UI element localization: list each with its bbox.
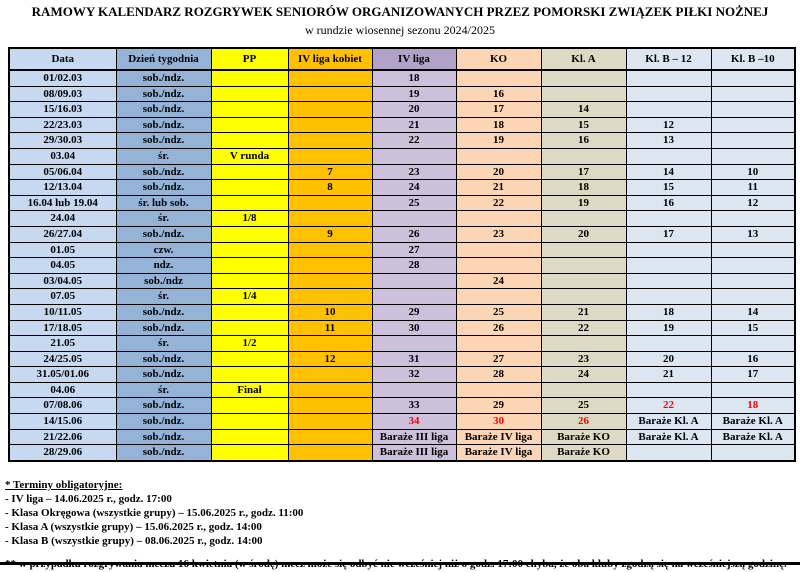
table-row xyxy=(9,164,795,180)
column-header-klb10: Kl. B –10 xyxy=(711,48,795,70)
cell-ivk: 11 xyxy=(288,320,372,336)
cell-kla: 19 xyxy=(541,195,626,211)
cell-day: sob./ndz. xyxy=(116,164,211,180)
cell-ivk xyxy=(288,211,372,227)
cell-day: sob./ndz. xyxy=(116,70,211,86)
cell-ivk xyxy=(288,367,372,383)
cell-ko xyxy=(456,242,541,258)
cell-kla xyxy=(541,273,626,289)
cell-data: 01/02.03 xyxy=(9,70,116,86)
column-header-pp: PP xyxy=(211,48,288,70)
notes-section xyxy=(5,478,800,548)
cell-ko: Baraże IV liga xyxy=(456,429,541,445)
cell-data: 31.05/01.06 xyxy=(9,367,116,383)
cell-iv: 28 xyxy=(372,258,456,274)
table-row xyxy=(9,382,795,398)
table-header-row xyxy=(9,48,795,70)
cell-iv: 29 xyxy=(372,304,456,320)
cell-klb10 xyxy=(711,273,795,289)
cell-data: 24/25.05 xyxy=(9,351,116,367)
cell-pp: 1/8 xyxy=(211,211,288,227)
cell-iv: 23 xyxy=(372,164,456,180)
cell-kla: 15 xyxy=(541,117,626,133)
cell-ko: 18 xyxy=(456,117,541,133)
cell-pp xyxy=(211,429,288,445)
cell-ivk xyxy=(288,382,372,398)
notes-heading: * Terminy obligatoryjne: xyxy=(5,478,123,491)
cell-klb10: 17 xyxy=(711,367,795,383)
note-item: - Klasa Okręgowa (wszystkie grupy) – 15.06.2025 r., godz. 11:00 xyxy=(5,506,304,519)
cell-pp xyxy=(211,102,288,118)
cell-iv: 34 xyxy=(372,414,456,430)
cell-day: śr. xyxy=(116,289,211,305)
table-row xyxy=(9,195,795,211)
cell-iv: 33 xyxy=(372,398,456,414)
cell-klb12: 22 xyxy=(626,398,711,414)
table-row xyxy=(9,336,795,352)
cell-day: sob./ndz. xyxy=(116,429,211,445)
cell-data: 24.04 xyxy=(9,211,116,227)
cell-kla: 14 xyxy=(541,102,626,118)
cell-ivk: 12 xyxy=(288,351,372,367)
cell-data: 04.06 xyxy=(9,382,116,398)
cell-klb10 xyxy=(711,86,795,102)
table-row xyxy=(9,148,795,164)
table-row xyxy=(9,289,795,305)
cell-data: 14/15.06 xyxy=(9,414,116,430)
cell-pp xyxy=(211,304,288,320)
cell-klb10 xyxy=(711,336,795,352)
cell-ko: 28 xyxy=(456,367,541,383)
cell-kla: 18 xyxy=(541,180,626,196)
cell-klb10: 14 xyxy=(711,304,795,320)
cell-day: śr. lub sob. xyxy=(116,195,211,211)
cell-kla xyxy=(541,211,626,227)
note-item: - IV liga – 14.06.2025 r., godz. 17:00 xyxy=(5,492,172,505)
cell-klb12 xyxy=(626,445,711,461)
cell-klb10 xyxy=(711,70,795,86)
cell-ko xyxy=(456,148,541,164)
cell-klb12 xyxy=(626,211,711,227)
cell-pp xyxy=(211,133,288,149)
cell-day: sob./ndz. xyxy=(116,86,211,102)
cell-iv: 26 xyxy=(372,226,456,242)
column-header-data: Data xyxy=(9,48,116,70)
cell-pp xyxy=(211,351,288,367)
cell-klb12: 13 xyxy=(626,133,711,149)
cell-ko xyxy=(456,70,541,86)
cell-klb12: 21 xyxy=(626,367,711,383)
cell-iv xyxy=(372,382,456,398)
cell-klb10: 18 xyxy=(711,398,795,414)
table-row xyxy=(9,86,795,102)
cell-data: 07/08.06 xyxy=(9,398,116,414)
cell-klb12: 15 xyxy=(626,180,711,196)
cell-klb10 xyxy=(711,148,795,164)
cell-ko xyxy=(456,258,541,274)
cell-iv: 18 xyxy=(372,70,456,86)
cell-day: sob./ndz. xyxy=(116,398,211,414)
cell-day: sob./ndz. xyxy=(116,102,211,118)
cell-iv: 19 xyxy=(372,86,456,102)
cell-iv xyxy=(372,336,456,352)
cell-klb10 xyxy=(711,289,795,305)
cell-klb12 xyxy=(626,86,711,102)
cell-data: 07.05 xyxy=(9,289,116,305)
table-row xyxy=(9,70,795,86)
cell-klb12 xyxy=(626,289,711,305)
cell-klb12 xyxy=(626,148,711,164)
cell-ko: 19 xyxy=(456,133,541,149)
cell-pp xyxy=(211,164,288,180)
table-row xyxy=(9,258,795,274)
cell-data: 15/16.03 xyxy=(9,102,116,118)
table-row xyxy=(9,242,795,258)
cell-pp xyxy=(211,195,288,211)
cell-data: 17/18.05 xyxy=(9,320,116,336)
cell-kla: 16 xyxy=(541,133,626,149)
table-row xyxy=(9,133,795,149)
column-header-iv: IV liga xyxy=(372,48,456,70)
cell-ivk xyxy=(288,195,372,211)
cell-kla: 24 xyxy=(541,367,626,383)
cell-iv: 32 xyxy=(372,367,456,383)
cell-data: 12/13.04 xyxy=(9,180,116,196)
cell-data: 21.05 xyxy=(9,336,116,352)
cell-klb10: 12 xyxy=(711,195,795,211)
cell-ko: 22 xyxy=(456,195,541,211)
cell-pp: 1/4 xyxy=(211,289,288,305)
cell-ko xyxy=(456,382,541,398)
notes-list xyxy=(5,492,800,548)
cell-ivk xyxy=(288,102,372,118)
cell-iv: 25 xyxy=(372,195,456,211)
cell-ivk xyxy=(288,336,372,352)
cell-ivk: 9 xyxy=(288,226,372,242)
table-row xyxy=(9,320,795,336)
cell-day: sob./ndz. xyxy=(116,320,211,336)
cell-ko: 20 xyxy=(456,164,541,180)
cell-klb10 xyxy=(711,382,795,398)
cell-ivk xyxy=(288,70,372,86)
column-header-klb12: Kl. B – 12 xyxy=(626,48,711,70)
cell-data: 21/22.06 xyxy=(9,429,116,445)
cell-data: 05/06.04 xyxy=(9,164,116,180)
cell-klb12: 17 xyxy=(626,226,711,242)
cell-data: 16.04 lub 19.04 xyxy=(9,195,116,211)
cell-klb10 xyxy=(711,102,795,118)
cell-day: sob./ndz. xyxy=(116,180,211,196)
table-row xyxy=(9,226,795,242)
cell-iv: 30 xyxy=(372,320,456,336)
cell-klb10: Baraże Kl. A xyxy=(711,429,795,445)
cell-kla xyxy=(541,289,626,305)
cell-kla: 21 xyxy=(541,304,626,320)
cell-kla xyxy=(541,382,626,398)
cell-ivk: 8 xyxy=(288,180,372,196)
cell-klb12: 12 xyxy=(626,117,711,133)
cell-ko: 24 xyxy=(456,273,541,289)
cell-klb12 xyxy=(626,273,711,289)
cell-klb10 xyxy=(711,258,795,274)
cell-ivk xyxy=(288,289,372,305)
cell-iv: 22 xyxy=(372,133,456,149)
cell-pp xyxy=(211,180,288,196)
table-row xyxy=(9,414,795,430)
cell-klb12: Baraże Kl. A xyxy=(626,414,711,430)
table-row xyxy=(9,180,795,196)
cell-ivk xyxy=(288,429,372,445)
cell-kla: 17 xyxy=(541,164,626,180)
cell-kla: 20 xyxy=(541,226,626,242)
cell-ivk xyxy=(288,398,372,414)
cell-ko: Baraże IV liga xyxy=(456,445,541,461)
cell-iv: 24 xyxy=(372,180,456,196)
cell-klb12 xyxy=(626,382,711,398)
table-row xyxy=(9,117,795,133)
cell-iv: Baraże III liga xyxy=(372,445,456,461)
cell-day: śr. xyxy=(116,382,211,398)
cell-pp: V runda xyxy=(211,148,288,164)
cell-day: czw. xyxy=(116,242,211,258)
cell-klb12 xyxy=(626,70,711,86)
note-item: - Klasa B (wszystkie grupy) – 08.06.2025 r., godz. 14:00 xyxy=(5,534,263,547)
cell-klb12 xyxy=(626,242,711,258)
cell-iv: 20 xyxy=(372,102,456,118)
cell-klb10: 11 xyxy=(711,180,795,196)
cell-klb12 xyxy=(626,258,711,274)
cell-kla: 22 xyxy=(541,320,626,336)
cell-pp xyxy=(211,320,288,336)
table-row xyxy=(9,102,795,118)
table-row xyxy=(9,211,795,227)
cell-ivk: 10 xyxy=(288,304,372,320)
cell-pp xyxy=(211,70,288,86)
cell-day: sob./ndz. xyxy=(116,133,211,149)
cell-iv xyxy=(372,273,456,289)
cell-kla xyxy=(541,336,626,352)
cell-kla: 26 xyxy=(541,414,626,430)
cell-ko: 30 xyxy=(456,414,541,430)
cell-pp: 1/2 xyxy=(211,336,288,352)
cell-day: śr. xyxy=(116,148,211,164)
cell-ko: 17 xyxy=(456,102,541,118)
cell-iv: Baraże III liga xyxy=(372,429,456,445)
cell-klb12: 16 xyxy=(626,195,711,211)
cell-iv: 21 xyxy=(372,117,456,133)
cell-klb12: Baraże Kl. A xyxy=(626,429,711,445)
cell-ivk xyxy=(288,258,372,274)
page-title: RAMOWY KALENDARZ ROZGRYWEK SENIORÓW ORGANIZOWANYCH PRZEZ POMORSKI ZWIĄZEK PIŁKI NOŻNEJ xyxy=(31,4,769,19)
cell-data: 04.05 xyxy=(9,258,116,274)
cell-iv xyxy=(372,211,456,227)
cell-day: śr. xyxy=(116,211,211,227)
table-row xyxy=(9,304,795,320)
column-header-kla: Kl. A xyxy=(541,48,626,70)
cell-ko: 23 xyxy=(456,226,541,242)
cell-ko xyxy=(456,336,541,352)
cell-data: 08/09.03 xyxy=(9,86,116,102)
cell-iv: 27 xyxy=(372,242,456,258)
cell-klb10: 13 xyxy=(711,226,795,242)
cell-ko xyxy=(456,289,541,305)
calendar-table-body xyxy=(9,70,795,461)
cell-kla xyxy=(541,86,626,102)
cell-klb12: 19 xyxy=(626,320,711,336)
cell-klb12: 14 xyxy=(626,164,711,180)
cell-iv xyxy=(372,148,456,164)
cell-kla: 23 xyxy=(541,351,626,367)
cell-klb10 xyxy=(711,211,795,227)
table-row xyxy=(9,273,795,289)
cell-day: sob./ndz xyxy=(116,273,211,289)
cell-klb12: 18 xyxy=(626,304,711,320)
column-header-day: Dzień tygodnia xyxy=(116,48,211,70)
cell-day: sob./ndz. xyxy=(116,414,211,430)
cell-kla xyxy=(541,148,626,164)
cell-data: 22/23.03 xyxy=(9,117,116,133)
cell-ko: 25 xyxy=(456,304,541,320)
cell-ko: 26 xyxy=(456,320,541,336)
cell-ko: 16 xyxy=(456,86,541,102)
cell-day: śr. xyxy=(116,336,211,352)
cell-ivk xyxy=(288,414,372,430)
cell-klb10: 10 xyxy=(711,164,795,180)
note-item: - Klasa A (wszystkie grupy) – 15.06.2025 r., godz. 14:00 xyxy=(5,520,262,533)
cell-klb10 xyxy=(711,445,795,461)
cell-pp xyxy=(211,414,288,430)
cell-ivk xyxy=(288,86,372,102)
cell-ivk xyxy=(288,273,372,289)
cell-ko: 29 xyxy=(456,398,541,414)
cell-klb10 xyxy=(711,117,795,133)
cell-day: ndz. xyxy=(116,258,211,274)
cell-ivk: 7 xyxy=(288,164,372,180)
table-row xyxy=(9,367,795,383)
cell-ivk xyxy=(288,148,372,164)
cell-pp xyxy=(211,226,288,242)
cell-ko: 27 xyxy=(456,351,541,367)
cell-day: sob./ndz. xyxy=(116,117,211,133)
cell-klb12 xyxy=(626,102,711,118)
table-row xyxy=(9,429,795,445)
cell-ko: 21 xyxy=(456,180,541,196)
table-row xyxy=(9,445,795,461)
cell-ivk xyxy=(288,242,372,258)
cell-ko xyxy=(456,211,541,227)
cell-klb10: 15 xyxy=(711,320,795,336)
cell-kla xyxy=(541,70,626,86)
cell-klb10: Baraże Kl. A xyxy=(711,414,795,430)
cell-data: 03/04.05 xyxy=(9,273,116,289)
calendar-table xyxy=(8,47,796,462)
column-header-ko: KO xyxy=(456,48,541,70)
cell-pp xyxy=(211,86,288,102)
cell-kla: Baraże KO xyxy=(541,429,626,445)
cell-day: sob./ndz. xyxy=(116,351,211,367)
cell-klb10 xyxy=(711,133,795,149)
cell-klb10: 16 xyxy=(711,351,795,367)
cell-pp xyxy=(211,273,288,289)
cell-data: 01.05 xyxy=(9,242,116,258)
cell-kla: Baraże KO xyxy=(541,445,626,461)
cell-ivk xyxy=(288,133,372,149)
cell-pp: Finał xyxy=(211,382,288,398)
cell-kla: 25 xyxy=(541,398,626,414)
cell-iv: 31 xyxy=(372,351,456,367)
cell-data: 28/29.06 xyxy=(9,445,116,461)
cell-ivk xyxy=(288,445,372,461)
cell-pp xyxy=(211,117,288,133)
cell-pp xyxy=(211,367,288,383)
cell-pp xyxy=(211,242,288,258)
cell-day: sob./ndz. xyxy=(116,226,211,242)
cell-data: 26/27.04 xyxy=(9,226,116,242)
cell-kla xyxy=(541,242,626,258)
cell-day: sob./ndz. xyxy=(116,367,211,383)
table-row xyxy=(9,398,795,414)
table-row xyxy=(9,351,795,367)
cell-klb10 xyxy=(711,242,795,258)
cell-klb12: 20 xyxy=(626,351,711,367)
cell-data: 29/30.03 xyxy=(9,133,116,149)
column-header-ivk: IV liga kobiet xyxy=(288,48,372,70)
cell-iv xyxy=(372,289,456,305)
cell-pp xyxy=(211,258,288,274)
cell-pp xyxy=(211,445,288,461)
cell-data: 03.04 xyxy=(9,148,116,164)
cell-ivk xyxy=(288,117,372,133)
cell-day: sob./ndz. xyxy=(116,304,211,320)
cell-klb12 xyxy=(626,336,711,352)
cell-data: 10/11.05 xyxy=(9,304,116,320)
cell-kla xyxy=(541,258,626,274)
cell-day: sob./ndz. xyxy=(116,445,211,461)
page-subtitle: w rundzie wiosennej sezonu 2024/2025 xyxy=(305,23,495,37)
cell-pp xyxy=(211,398,288,414)
